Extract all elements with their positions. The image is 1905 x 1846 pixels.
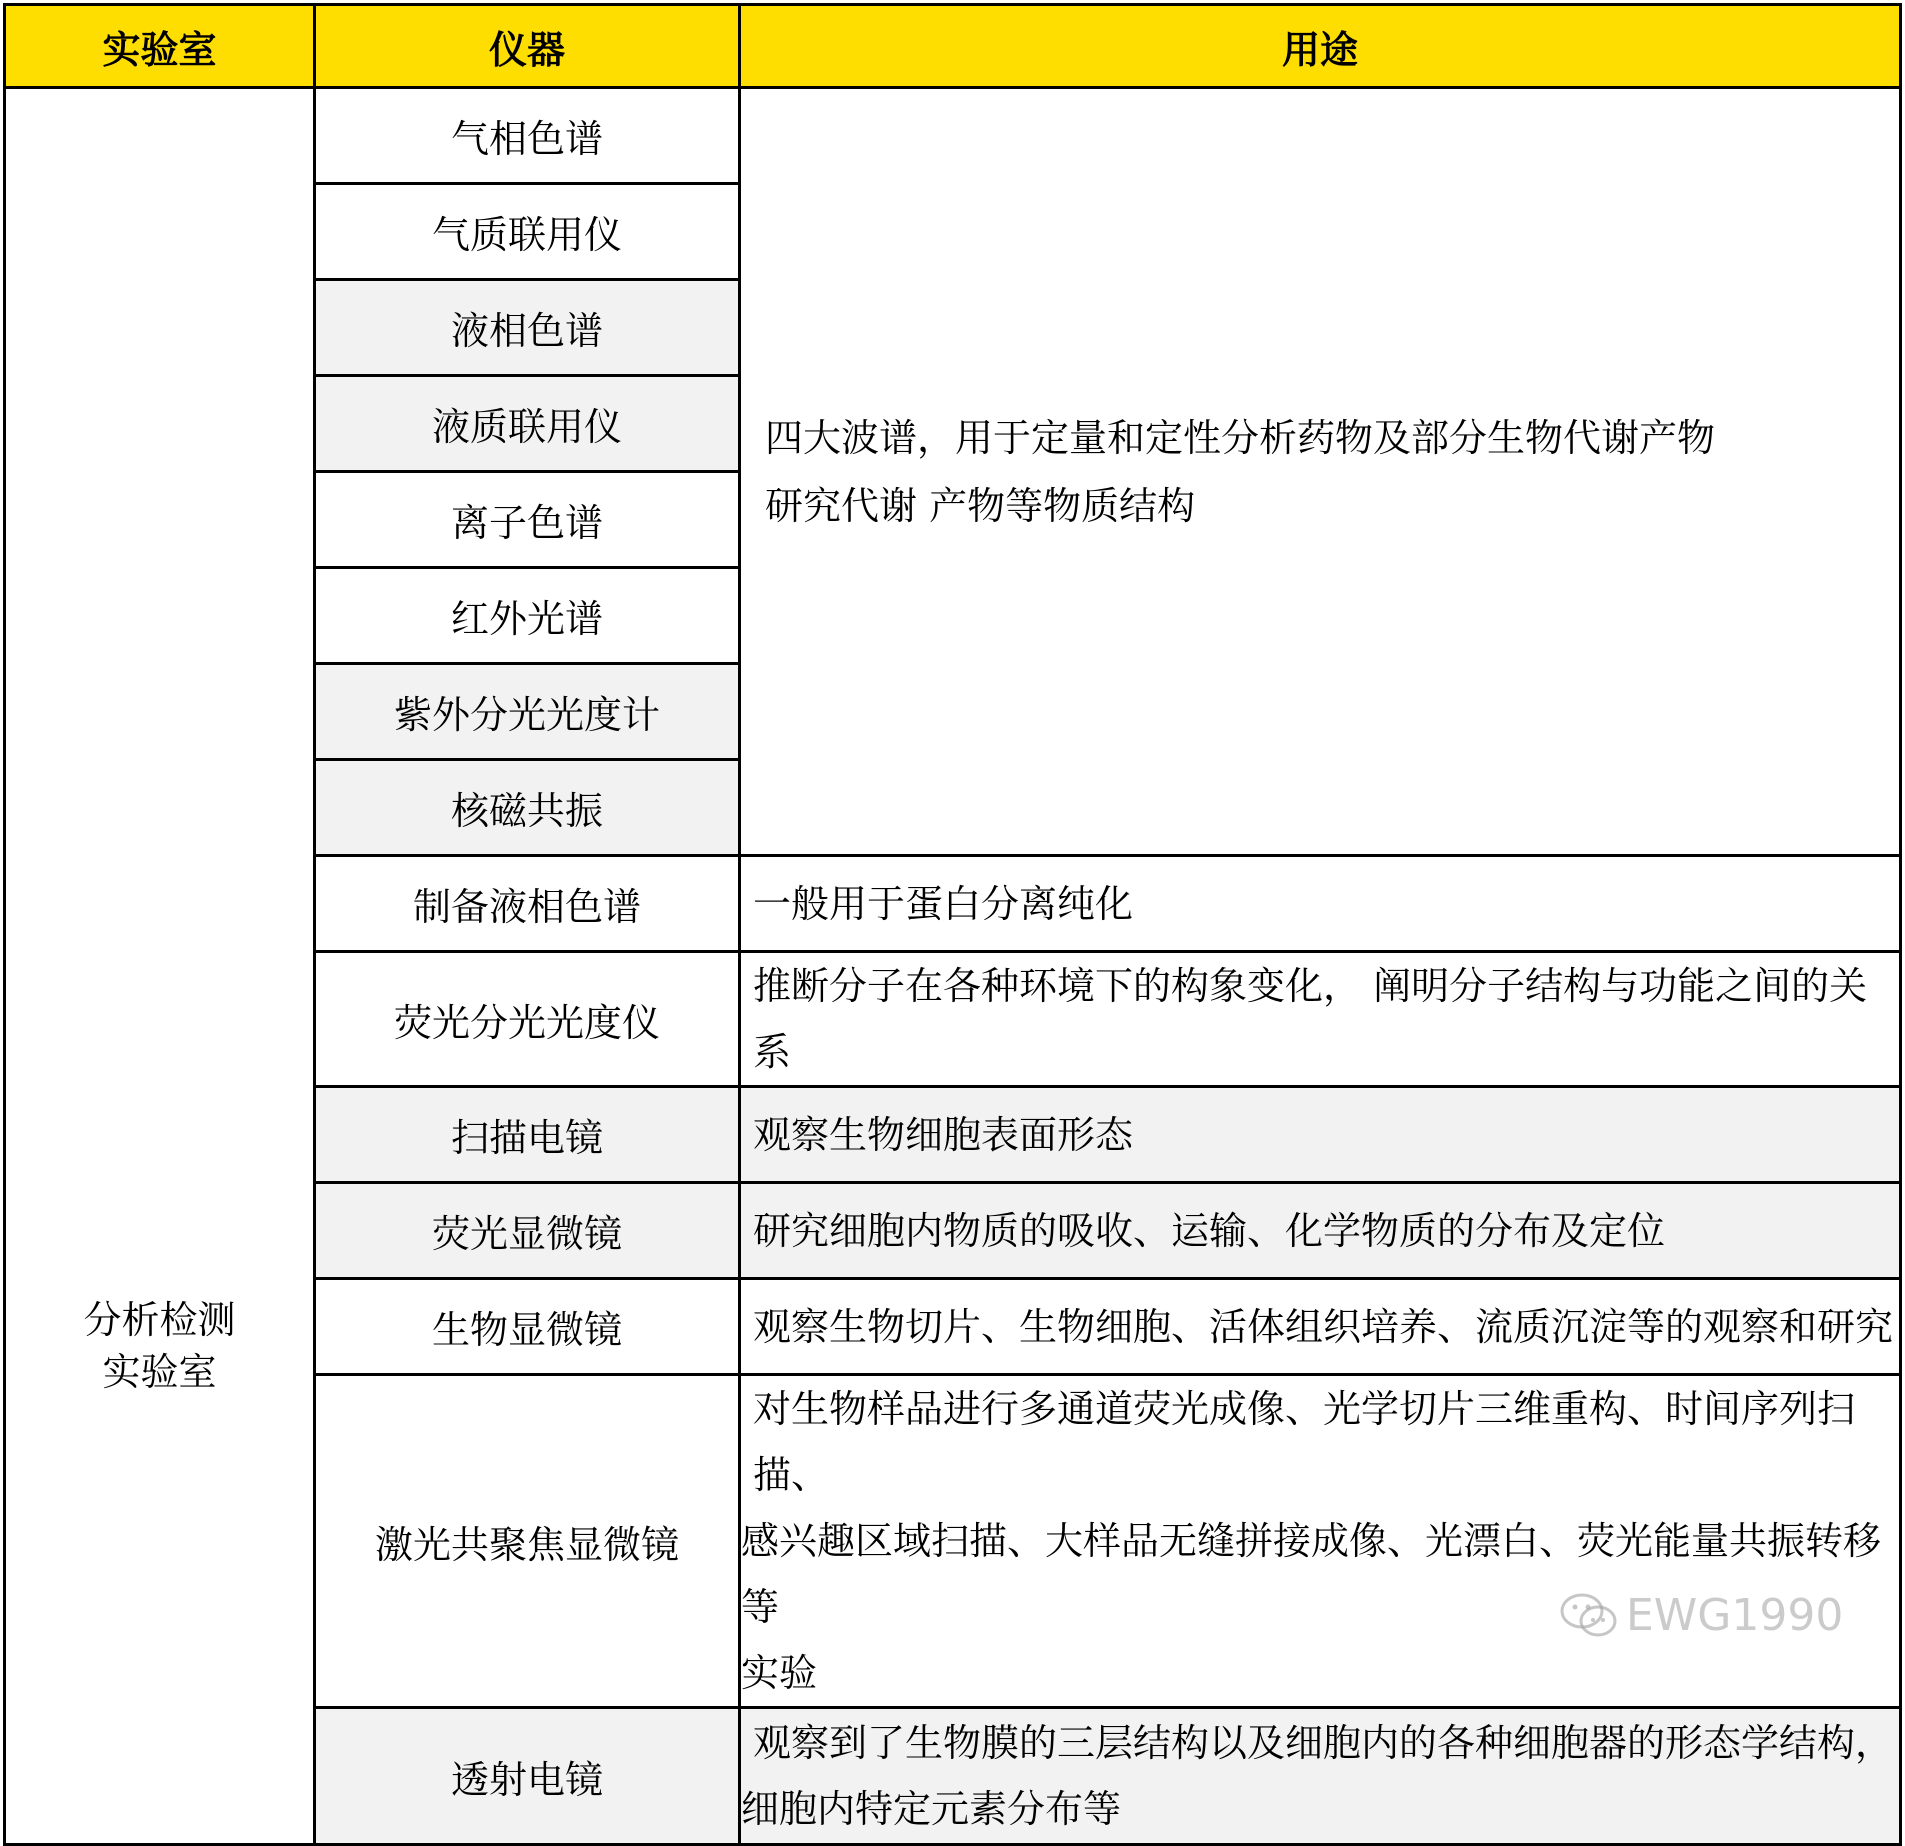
use-cell (740, 1375, 1901, 1708)
use-cell-group (740, 88, 1901, 856)
instrument-cell: 激光共聚焦显微镜 (315, 1375, 740, 1708)
use-cell: 一般用于蛋白分离纯化 (740, 856, 1901, 952)
instrument-cell: 透射电镜 (315, 1708, 740, 1845)
use-line: 细胞内特定元素分布等 (741, 1787, 1122, 1831)
watermark (1560, 1590, 1843, 1641)
instrument-cell: 紫外分光光度计 (315, 664, 740, 760)
instrument-cell: 生物显微镜 (315, 1279, 740, 1375)
instrument-cell: 气相色谱 (315, 88, 740, 184)
instrument-cell: 扫描电镜 (315, 1087, 740, 1183)
use-line: 观察到了生物膜的三层结构以及细胞内的各种细胞器的形态学结构， (753, 1721, 1894, 1765)
use-line: 研究代谢 产物等物质结构 (765, 483, 1196, 528)
instrument-cell: 液质联用仪 (315, 376, 740, 472)
use-line: 四大波谱，用于定量和定性分析药物及部分生物代谢产物 (765, 415, 1716, 460)
instrument-cell: 核磁共振 (315, 760, 740, 856)
instrument-cell: 红外光谱 (315, 568, 740, 664)
header-instrument: 仪器 (315, 5, 740, 88)
lab-instrument-table (3, 3, 1902, 1846)
instrument-cell: 制备液相色谱 (315, 856, 740, 952)
table-row (5, 88, 1901, 184)
wechat-icon (1560, 1593, 1618, 1639)
lab-name-line: 分析检测 (83, 1298, 236, 1342)
header-lab: 实验室 (5, 5, 315, 88)
use-line: 对生物样品进行多通道荧光成像、光学切片三维重构、时间序列扫描、 (753, 1387, 1856, 1497)
watermark-text: EWG1990 (1626, 1590, 1844, 1641)
use-cell (740, 1708, 1901, 1845)
instrument-cell: 荧光显微镜 (315, 1183, 740, 1279)
use-cell: 观察生物细胞表面形态 (740, 1087, 1901, 1183)
use-cell: 观察生物切片、生物细胞、活体组织培养、流质沉淀等的观察和研究 (740, 1279, 1901, 1375)
use-line: 感兴趣区域扫描、大样品无缝拼接成像、光漂白、荧光能量共振转移等 (741, 1519, 1882, 1629)
header-use: 用途 (740, 5, 1901, 88)
instrument-cell: 液相色谱 (315, 280, 740, 376)
use-cell: 研究细胞内物质的吸收、运输、化学物质的分布及定位 (740, 1183, 1901, 1279)
instrument-cell: 荧光分光光度仪 (315, 952, 740, 1087)
use-line: 实验 (741, 1651, 818, 1695)
lab-name-line: 实验室 (102, 1350, 217, 1394)
instrument-cell: 离子色谱 (315, 472, 740, 568)
header-row (5, 5, 1901, 88)
use-cell: 推断分子在各种环境下的构象变化， 阐明分子结构与功能之间的关系 (740, 952, 1901, 1087)
instrument-cell: 气质联用仪 (315, 184, 740, 280)
lab-name-cell (5, 88, 315, 1845)
